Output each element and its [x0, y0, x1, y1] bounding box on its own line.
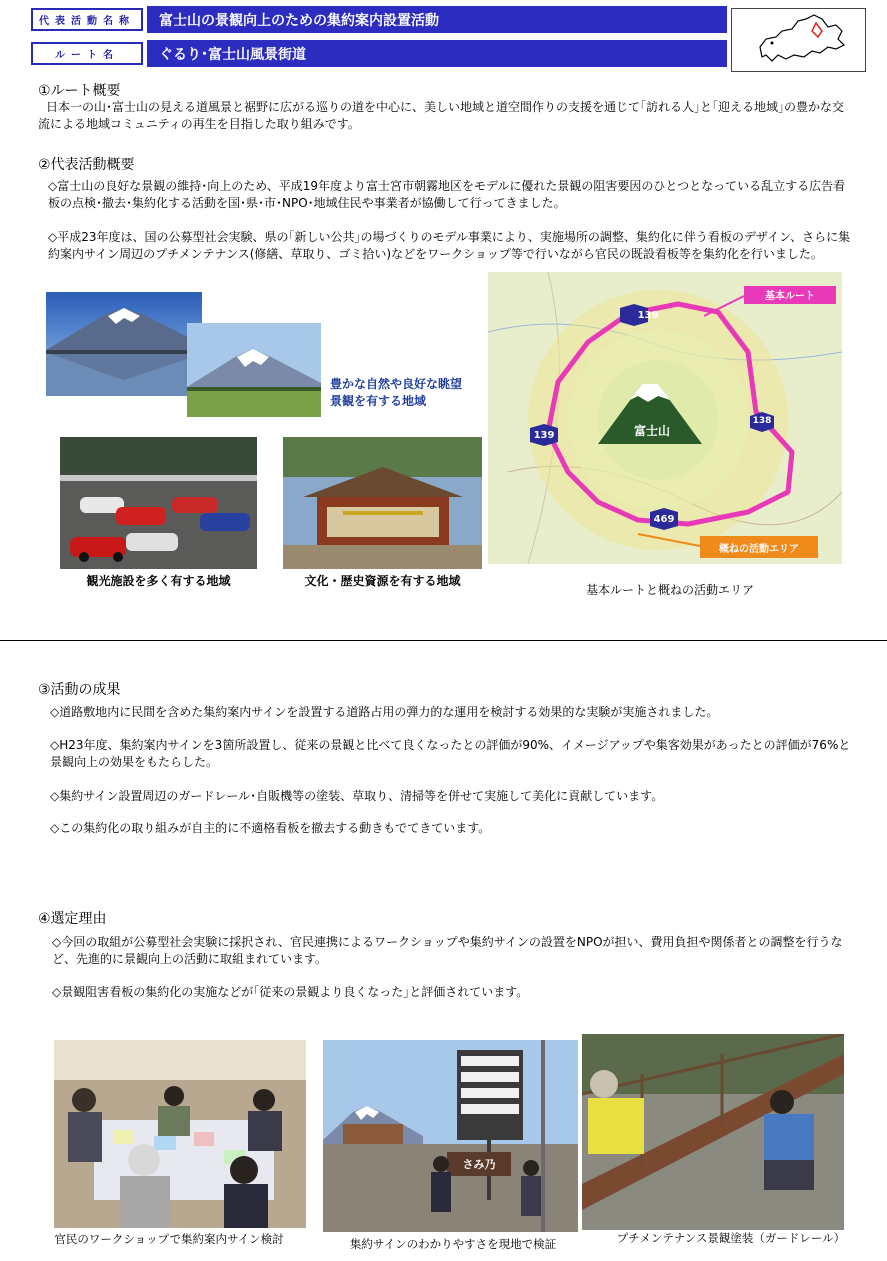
- prefecture-outline-icon: [732, 9, 865, 71]
- road-139-west: 139: [533, 430, 555, 441]
- section4-bullet1: ◇今回の取組が公募型社会実験に採択され、官民連携によるワークショップや集約サインの設置をNPOが担い、費用負担や関係者との調整を行うなど、先進的に景観向上の活動に取組まれています。: [52, 935, 843, 966]
- section3-bullet1: ◇道路敷地内に民間を含めた集約案内サインを設置する道路占用の弾力的な運用を検討する効果的な実験が実施されました。: [50, 705, 719, 719]
- route-area-map: [488, 272, 842, 564]
- map-label-route: 基本ルート: [765, 291, 815, 302]
- photo-workshop: [54, 1040, 306, 1228]
- activity-name: 富士山の景観向上のための集約案内設置活動: [159, 12, 439, 29]
- route-name: ぐるり･富士山風景街道: [159, 46, 306, 63]
- section3-title: ③活動の成果: [38, 682, 121, 698]
- section2-bullet2: ◇平成23年度は、国の公募型社会実験、県の｢新しい公共｣の場づくりのモデル事業により、実施場所の調整、集約化に伴う看板のデザイン、さらに集約案内サイン周辺のプチメンテナンス(修繕、草取り、ゴミ拾い)などをワークショップ等で行いながら官民の既設看板等を集約化を行いました。: [48, 230, 851, 261]
- section1-title: ①ルート概要: [38, 83, 121, 99]
- photo-caption-workshop: 官民のワークショップで集約案内サイン検討: [54, 1232, 284, 1246]
- photo-lake-fuji: [46, 292, 202, 396]
- section2-title: ②代表活動概要: [38, 157, 135, 173]
- road-469: 469: [653, 514, 675, 525]
- nature-caption-line1: 豊かな自然や良好な眺望: [330, 377, 463, 391]
- location-map: [731, 8, 866, 72]
- activity-label: 代表活動名称: [31, 8, 143, 31]
- road-138: 138: [752, 416, 772, 426]
- photo-racing: [60, 437, 257, 569]
- photo-guardrail: [582, 1034, 844, 1230]
- map-label-area: 概ねの活動エリア: [719, 544, 799, 555]
- culture-caption: 文化・歴史資源を有する地域: [304, 574, 461, 588]
- photo-caption-guardrail: プチメンテナンス景観塗装（ガードレール）: [616, 1231, 846, 1245]
- section3-bullet2: ◇H23年度、集約案内サインを3箇所設置し、従来の景観と比べて良くなったとの評価が90%、イメージアップや集客効果があったとの評価が76%と景観向上の効果をもたらした。: [50, 738, 851, 769]
- sign-text: さみ乃: [462, 1158, 496, 1171]
- section2-bullet1: ◇富士山の良好な景観の維持･向上のため、平成19年度より富士宮市朝霧地区をモデルに優れた景観の阻害要因のひとつとなっている乱立する広告看板の点検･撤去･集約化する活動を国･県･市･NPO･地域住民や事業者が協働して行ってきました。: [48, 179, 846, 210]
- section4-bullet2: ◇景観阻害看板の集約化の実施などが｢従来の景観より良くなった｣と評価されています。: [52, 985, 529, 999]
- route-label: ルート名: [31, 42, 143, 65]
- photo-shrine: [283, 437, 482, 569]
- activity-name-bar: [147, 6, 727, 33]
- nature-caption: [330, 376, 462, 410]
- section4-title: ④選定理由: [38, 911, 107, 927]
- route-name-bar: [147, 40, 727, 67]
- tourism-caption: 観光施設を多く有する地域: [86, 574, 231, 588]
- photo-fuji-field: [187, 323, 321, 417]
- section3-bullet3: ◇集約サイン設置周辺のガードレール･自販機等の塗装、草取り、清掃等を併せて実施して美化に貢献しています。: [50, 789, 664, 803]
- nature-caption-line2: 景観を有する地域: [330, 394, 427, 408]
- section3-bullet4: ◇この集約化の取り組みが自主的に不適格看板を撤去する動きもでてきています。: [50, 821, 491, 835]
- map-caption: 基本ルートと概ねの活動エリア: [585, 583, 754, 597]
- photo-caption-sign: 集約サインのわかりやすさを現地で検証: [349, 1237, 557, 1251]
- map-label-fuji: 富士山: [633, 424, 670, 438]
- road-139-north: 139: [637, 310, 659, 321]
- section1-text: 日本一の山･富士山の見える道風景と裾野に広がる巡りの道を中心に、美しい地域と道空間作りの支援を通じて｢訪れる人｣と｢迎える地域｣の豊かな交流による地域コミュニティの再生を目指した取り組みです。: [38, 100, 845, 131]
- page-divider: [0, 640, 887, 641]
- photo-sign-check: [323, 1040, 578, 1232]
